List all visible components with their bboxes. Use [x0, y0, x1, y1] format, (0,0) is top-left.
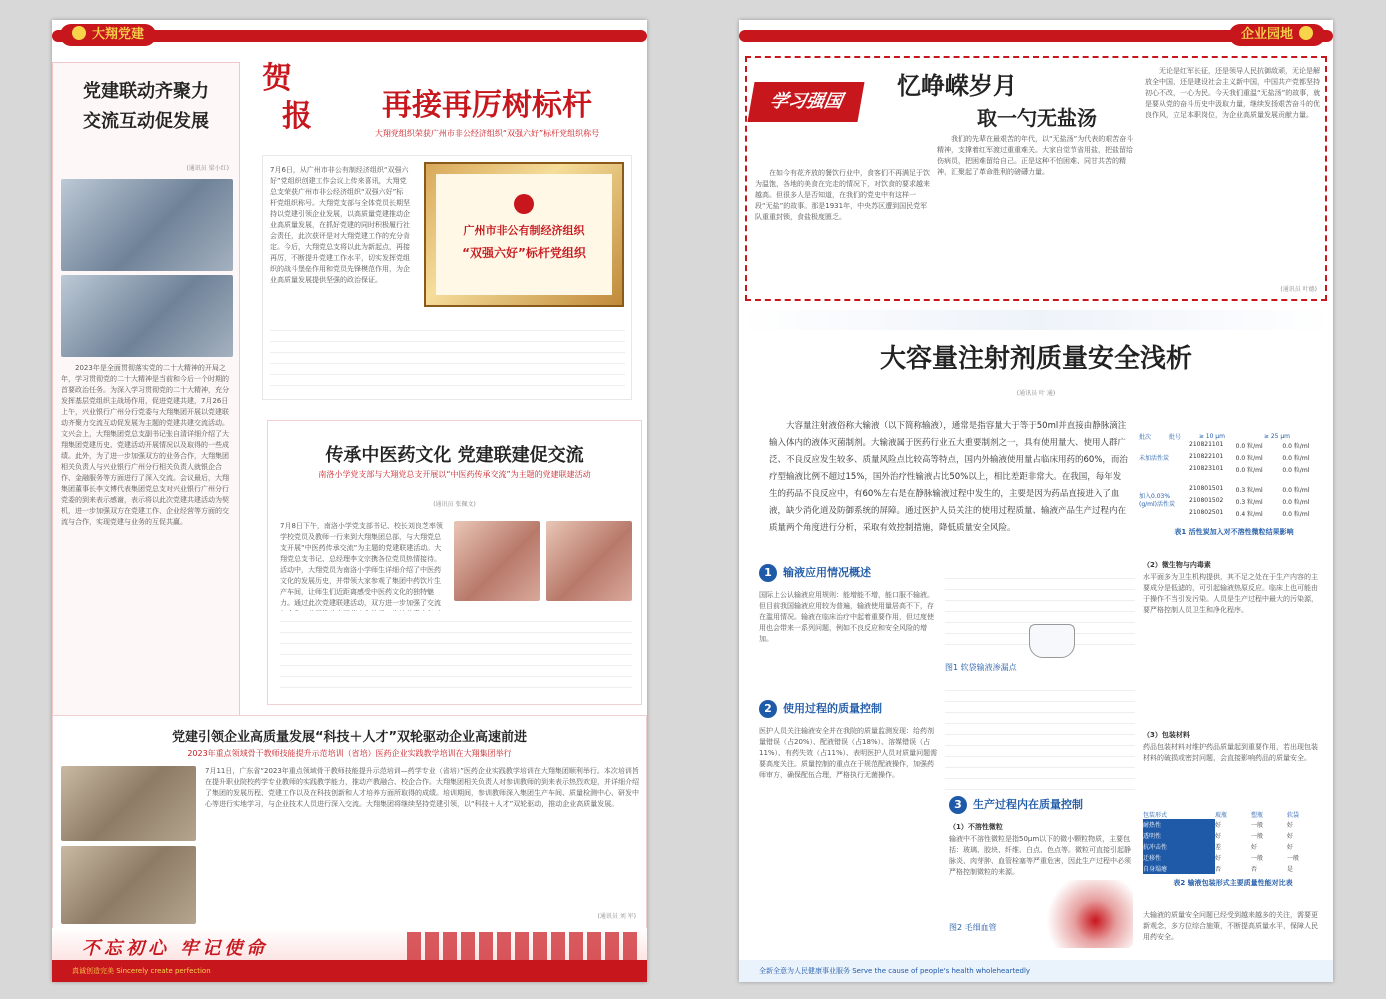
table2-caption: 表2 输液包装形式主要质量性能对比表	[1173, 879, 1293, 887]
article5-col1: 在如今有花齐放的餐饮行业中，食客们不再满足于饮为温饱，各地的美食在完走的情况下，对饮食的要求越来越高。但很多人是否知道，在我们的党史中有这样一段“无盐”的故事。那是1931年，中央苏区遭到国民党军队重重封锁，食盐极度匮乏。	[755, 169, 930, 221]
party-emblem-icon	[514, 194, 534, 214]
article2-subtitle: 大翔党组织荣获广州市非公经济组织“双强六好”标杆党组织称号	[374, 129, 600, 138]
article-party-joint	[52, 62, 240, 722]
right-header-label: 企业园地	[1240, 27, 1293, 42]
right-footer: 全新全意为人民健康事业服务 Serve the cause of people's health wholeheartedly	[739, 960, 1333, 982]
left-page	[52, 20, 647, 982]
table2-header-row	[1143, 810, 1323, 819]
section3-title: 生产过程内在质量控制	[973, 798, 1083, 811]
meeting-photo-1	[61, 179, 233, 271]
table2-cell: 抗冲击性	[1143, 841, 1215, 852]
article-tech-talent	[52, 715, 647, 930]
table2-cell: 否	[1214, 866, 1221, 873]
section2-body: 医护人员关注输液安全并在我院的质量监测发现：给药剂量错误（占20%）、配液错误（占18%）、溶媒错误（占11%）、有药失效（占11%）、表明医护人员对质量问题需要高度关注。质量控制的重点在于规范配液操作，加强药师审方，确保配伍合理，严格执行无菌操作。	[759, 727, 938, 779]
article1-byline: (通讯员 梁小红)	[186, 165, 229, 172]
award-plaque	[424, 162, 624, 307]
table2-cell: 否	[1250, 866, 1257, 873]
tcm-photo-2	[546, 521, 632, 601]
table1-cell: 0.3 粒/ml	[1235, 487, 1263, 494]
table1-cell: 0.0 粒/ml	[1282, 467, 1310, 474]
table1-cell: 0.0 粒/ml	[1235, 443, 1263, 450]
article6-byline: (通讯员 叶 通)	[1016, 390, 1056, 397]
section1-body: 国际上公认输液应用规则：能增能不增，能口服不输液。但目前我国输液应用较为普遍，输液使用量居高不下，存在滥用情况。输液在临床治疗中起着重要作用，但过度使用也会带来一系列问题，例如不良反应和安全风险的增加。	[759, 591, 934, 643]
table1-cell: 210802501	[1189, 509, 1224, 516]
table1-header-cell: ≥ 25 μm	[1263, 433, 1291, 440]
table2-cell: 自身塌瘪	[1143, 863, 1215, 874]
table2-row	[1143, 863, 1323, 874]
table1-header-row	[1139, 432, 1329, 441]
article3-byline: (通讯员 张佩文)	[433, 501, 476, 508]
article4-body: 7月11日，广东省“2023年重点领域骨干教师技能提升示范培训—药学专业（省培）”医药企业实践教学培训在大翔集团顺利举行。本次培训旨在提升职业院校药学专业教师的实践教学能力，推动产教融合、校企合作。大翔集团相关负责人对参训教师的到来表示热烈欢迎，并详细介绍了集团的发展历程、党建工作以及在科技创新和人才培养方面所取得的成绩。培训期间，参训教师深入集团生产车间、质量检测中心、研发中心等进行实地学习，与企业技术人员进行深入交流。大翔集团将继续坚持党建引领，以“科技＋人才”双轮驱动，推动企业高质量发展。	[205, 767, 639, 808]
section2-title: 使用过程的质量控制	[783, 702, 882, 715]
section3-number: 3	[949, 796, 967, 814]
article4-subtitle: 2023年重点领域骨干教师技能提升示范培训（省培）医药企业实践教学培训在大翔集团举行	[187, 749, 512, 758]
tcm-photo-1	[454, 521, 540, 601]
article4-title: 党建引领企业高质量发展“科技＋人才”双轮驱动企业高速前进	[171, 730, 528, 745]
table2-cell: 一般	[1250, 822, 1263, 829]
table1-row	[1189, 465, 1329, 477]
article2-title: 再接再厉树标杆	[382, 88, 592, 123]
article5-col2: 我们的先辈在最艰苦的年代，以“无盐汤”为代表的艰苦奋斗精神，支撑着红军渡过重重难关。大家自觉节省用盐，把盐留给伤病员，把困难留给自己。正是这种不怕困难、同甘共苦的精神，汇聚起了革命胜利的磅礴力量。	[937, 135, 1134, 176]
table1-cell: 0.0 粒/ml	[1282, 455, 1310, 462]
table2-row	[1143, 819, 1323, 830]
table2-cell: 好	[1286, 833, 1293, 840]
table1-cell: 210821101	[1189, 441, 1224, 448]
capillary-illustration	[1039, 880, 1133, 948]
table1-cell: 0.4 粒/ml	[1235, 511, 1263, 518]
table2-cell: 迁移性	[1143, 852, 1215, 863]
table1-cell: 0.3 粒/ml	[1235, 499, 1263, 506]
article3-title: 传承中医药文化 党建联建促交流	[325, 445, 584, 466]
training-photo-1	[61, 766, 196, 841]
table1-cell: 210823101	[1189, 465, 1224, 472]
subsection-microbe-heading: （2）微生物与内毒素	[1143, 561, 1211, 569]
right-header	[739, 20, 1333, 50]
article5-title-line1: 忆峥嵘岁月	[897, 71, 1017, 100]
table2-cell: 是	[1286, 866, 1293, 873]
table2-cell: 好	[1250, 844, 1257, 851]
left-header	[52, 20, 647, 50]
article2-body: 7月6日，从广州市非公有制经济组织“双强六好”党组织创建工作会议上传来喜讯，大翔党总支荣获广州市非公经济组织“双强六好”标杆党组织称号。大翔党支部与全体党员长期坚持以党建引领企业发展，以高质量党建推动企业高质量发展，在抓好党建的同时积极履行社会责任，此次获评是对大翔党建工作的充分肯定。今后，大翔党总支将以此为新起点，再接再厉，不断提升党建工作水平，切实发挥党组织的战斗堡垒作用和党员先锋模范作用，为企业高质量发展提供坚强的政治保证。	[270, 166, 410, 284]
table2-cell: 透明性	[1143, 830, 1215, 841]
article6-title: 大容量注射剂质量安全浅析	[879, 344, 1192, 374]
table2-row	[1143, 852, 1323, 863]
article1-title-line2: 交流互动促发展	[83, 111, 209, 132]
training-photo-2	[61, 846, 196, 924]
table2-header-cell: 包装形式	[1143, 812, 1168, 819]
party-emblem-icon	[1299, 26, 1313, 40]
table1-row	[1189, 497, 1329, 509]
study-strong-country-tag: 学习强国	[747, 82, 864, 122]
infusion-bag-illustration	[1029, 624, 1075, 658]
table2-header-cell: 软袋	[1286, 812, 1299, 819]
subsection-packaging-heading: （3）包装材料	[1143, 731, 1190, 739]
table2-cell: 耐热性	[1143, 819, 1215, 830]
table1-cell: 210801502	[1189, 497, 1224, 504]
table-activated-carbon	[1139, 432, 1329, 537]
table1-group-a: 未加活性炭	[1139, 455, 1170, 462]
article-benchmark	[252, 60, 647, 415]
table1-cell: 210822101	[1189, 453, 1224, 460]
plaque-line1: 广州市非公有制经济组织	[463, 224, 585, 237]
table1-row	[1189, 509, 1329, 521]
table1-cell: 0.0 粒/ml	[1235, 467, 1263, 474]
table1-group-b: 加入0.03%(g/ml)活性炭	[1139, 493, 1176, 508]
figure2-caption: 图2 毛细血管	[949, 923, 997, 932]
article1-body: 2023年是全面贯彻落实党的二十大精神的开局之年，学习贯彻党的二十大精神是当前和今后一个时期的首要政治任务。为深入学习贯彻党的二十大精神，充分发挥基层党组织主战场作用，促进党建共建，7月26日上午，兴业银行广州分行党委与大翔集团开展以党建联动齐聚力交流互动促发展为主题的党建共建交流活动。文兴会上，大翔集团党总支副书记张自清详细介绍了大翔集团党建历史、党建活动开展情况以及取得的一些成绩。此外，为了进一步加强双方的业务合作，大翔集团相关负责人与兴业银行广州分行相关负责人就银企合作、金融服务等方面进行了深入交流。会议最后，大翔集团董事长李文博代表集团党总支对兴业银行广州分行党委的到来表示感谢，表示将以此次党建共建活动为契机，进一步加强双方在党建工作、企业经营等方面的交流与合作，实现党建与业务的互促共赢。	[61, 364, 229, 526]
table2-cell: 一般	[1250, 833, 1263, 840]
figure1-caption: 图1 软袋输液渗漏点	[945, 663, 1017, 672]
table2-row	[1143, 841, 1323, 852]
table1-cell: 0.0 粒/ml	[1235, 455, 1263, 462]
left-footer: 真诚创造完美 Sincerely create perfection	[52, 960, 647, 982]
table2-header-cell: 塑瓶	[1250, 812, 1263, 819]
article6-intro: 大容量注射液俗称大输液（以下简称输液），通常是指容量大于等于50ml并直接由静脉滴注输入体内的液体灭菌制剂。大输液属于医药行业五大重要制剂之一，具有使用量大、使用人群广泛、不良反应发生较多、质量风险点比较高等特点，国内外输液使用量占临床用药的60%，而治疗型输液比例不超过15%，国外治疗性输液占比50%以上，相比差距非常大。在我国，每年发生的药品不良反应中，有60%左右是在静脉输液过程中发生的，主要是因为药品直接进入了血液，缺少消化道及防御系统的屏障。通过医护人员关注的使用过程质量、输液产品生产过程内在质量两个角度进行分析，采取有效控制措施，降低质量安全风险。	[769, 421, 1128, 533]
table1-header-cell: ≥ 10 μm	[1198, 433, 1225, 440]
article1-title-line1: 党建联动齐聚力	[83, 81, 209, 102]
section1-number: 1	[759, 564, 777, 582]
plaque-line2: “双强六好”标杆党组织	[462, 246, 586, 260]
city-skyline-banner	[52, 928, 647, 960]
meeting-photo-2	[61, 275, 233, 357]
article-tcm-culture	[267, 420, 642, 705]
table1-cell: 210801501	[1189, 485, 1224, 492]
section3-subheading: （1）不溶性微粒	[949, 823, 1003, 831]
article6-conclusion: 大输液的质量安全问题已经受到越来越多的关注，需要更新观念，多方位综合施策，不断提高质量水平，保障人民用药安全。	[1143, 911, 1318, 941]
badge-char-1: 贺	[262, 61, 292, 96]
table2-row	[1143, 830, 1323, 841]
article4-byline: (通讯员 刘 军)	[597, 913, 636, 920]
article5-title-line2: 取一勺无盐汤	[977, 106, 1097, 130]
table2-cell: 好	[1214, 822, 1221, 829]
section2-number: 2	[759, 700, 777, 718]
article3-subtitle: 南洛小学党支部与大翔党总支开展以“中医药传承交流”为主题的党建联建活动	[318, 470, 591, 479]
table1-header-cell: 批号	[1168, 434, 1181, 441]
table1-cell: 0.0 粒/ml	[1282, 499, 1310, 506]
table2-header-cell: 玻瓶	[1214, 812, 1227, 819]
table1-row	[1189, 441, 1329, 453]
table1-row	[1189, 453, 1329, 465]
article3-body: 7月8日下午，南洛小学党支部书记、校长刘良芝率领学校党员及教师一行来到大翔集团总部，与大翔党总支开展“中医药传承交流”为主题的党建联建活动。大翔党总支书记、总经理李文宗携各位党员热情接待。活动中，大翔党员为南洛小学师生详细介绍了中医药文化的发展历史，并带领大家参观了集团中药饮片生产车间，让师生们近距离感受中医药文化的独特魅力。通过此次党建联建活动，双方进一步加强了交流	[280, 522, 443, 607]
table2-cell: 好	[1214, 855, 1221, 862]
right-page	[739, 20, 1333, 982]
table2-cell: 好	[1214, 833, 1221, 840]
table2-cell: 好	[1286, 844, 1293, 851]
section3-heading	[949, 796, 1083, 814]
article5-col3: 无论是红军长征，还是领导人民抗御敌顽，无论是解放全中国，还是建设社会主义新中国，中国共产党都坚持初心不改，一心为民。今天我们重温“无盐汤”的故事，就是要从党的奋斗历史中汲取力量，继续发扬艰苦奋斗的优良作风，立足本职岗位，为企业高质量发展贡献力量。	[1145, 67, 1321, 119]
table2-cell: 好	[1286, 822, 1293, 829]
table2-cell: 一般	[1250, 855, 1263, 862]
table1-cell: 0.0 粒/ml	[1282, 487, 1310, 494]
table2-cell: 一般	[1286, 855, 1299, 862]
table-packaging	[1143, 810, 1323, 888]
party-emblem-icon	[72, 26, 86, 40]
table1-caption: 表1 活性炭加入对不溶性微粒结果影响	[1174, 528, 1294, 536]
badge-char-2: 报	[282, 99, 312, 134]
table1-header-cell: 批次	[1139, 434, 1152, 441]
table1-row	[1189, 485, 1329, 497]
slogan: 不忘初心 牢记使命	[82, 938, 269, 959]
article-history-soup	[745, 56, 1327, 301]
section1-title: 输液应用情况概述	[783, 566, 871, 579]
subsection-packaging-body: 药品包装材料对维护药品质量起到重要作用，若出现包装材料的破损或密封问题，会直接影响药品的质量安全。	[1143, 743, 1318, 762]
table2-cell: 差	[1214, 844, 1221, 851]
section2-heading	[759, 700, 882, 718]
section3-body: 输液中不溶性微粒是指50μm以下的微小颗粒物质，主要包括：玻璃、胶块、纤维、白点、色点等。微粒可直接引起静脉炎、肉芽肿、血管栓塞等严重危害，因此生产过程中必须严格控制微粒的来源。	[949, 835, 1131, 876]
table1-cell: 0.0 粒/ml	[1282, 511, 1310, 518]
section1-heading	[759, 564, 871, 582]
article5-byline: (通讯员 叶德)	[1280, 286, 1317, 293]
left-header-label: 大翔党建	[92, 27, 145, 42]
subsection-microbe-body: 水平面多为卫生机构提供，其不足之处在于生产内容的主要成分是低滤的，可引起输液热原反应。临床上也可能由于操作不当引发污染。人员是生产过程中最大的污染源，要严格控制人员卫生和净化程序。	[1143, 573, 1318, 614]
table1-cell: 0.0 粒/ml	[1282, 443, 1310, 450]
